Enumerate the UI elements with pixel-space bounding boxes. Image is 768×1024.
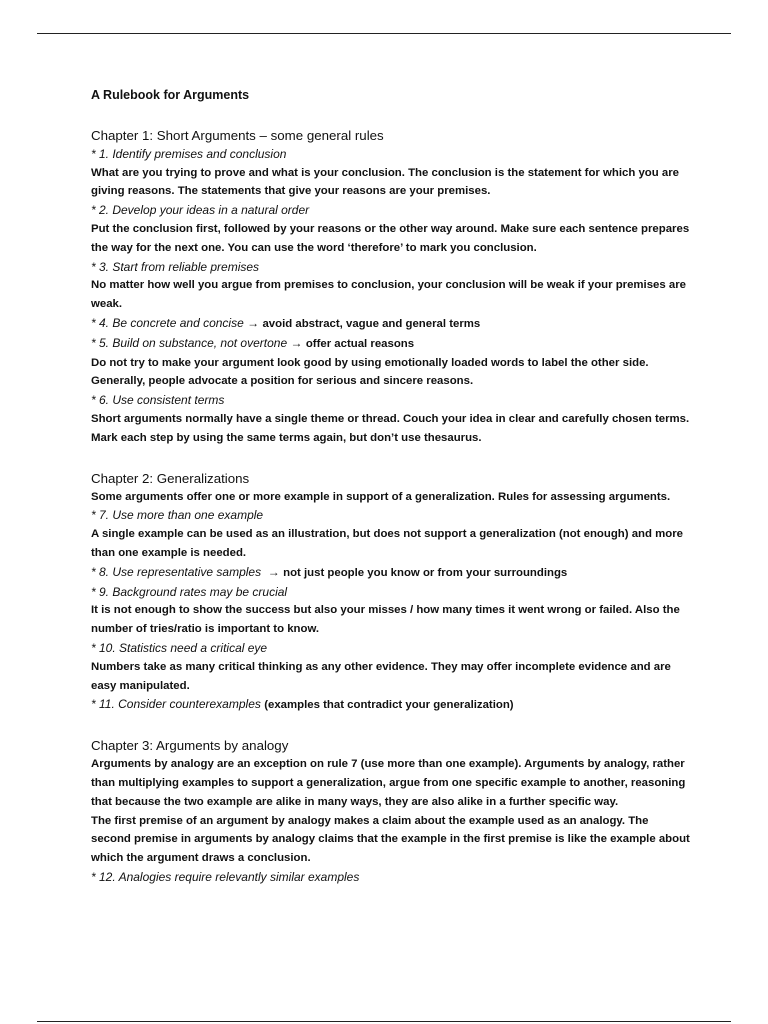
paragraph: Put the conclusion first, followed by your reasons or the other way around. Make sure each sentence prepares the way for the next one. You can use the word ‘therefore’ to mark you conclusion.: [91, 222, 690, 254]
paragraph: A single example can be used as an illustration, but does not support a generalization (not enough) and more than one example is needed.: [91, 528, 683, 559]
paragraph: Short arguments normally have a single theme or thread. Couch your idea in clear and carefully chosen terms. Mark each step by using the same terms again, but don’t use thesaurus.: [91, 412, 690, 444]
chapter-1: [91, 126, 691, 448]
rule-3: * 3. Start from reliable premises: [91, 259, 260, 274]
document-title: A Rulebook for Arguments: [91, 88, 250, 102]
paragraph: The first premise of an argument by analogy makes a claim about the example used as an analogy. The second premise in arguments by analogy claims that the example in the first premise is like the example about which the argument draws a conclusion.: [91, 814, 690, 865]
rule-11: [91, 695, 691, 715]
paragraph: Some arguments offer one or more example in support of a generalization. Rules for assessing arguments.: [91, 490, 671, 503]
rule-11-text: * 11. Consider counterexamples: [91, 697, 261, 712]
paragraph: What are you trying to prove and what is your conclusion. The conclusion is the statement for which you are giving reasons. The statements that give your reasons are your premises.: [91, 166, 679, 198]
chapter-heading: Chapter 3: Arguments by analogy: [91, 738, 289, 754]
document-body: [91, 86, 691, 887]
page-top-rule: [37, 33, 731, 34]
arrow-icon: →: [290, 335, 303, 350]
paragraph: No matter how well you argue from premises to conclusion, your conclusion will be weak if your premises are weak.: [91, 279, 686, 311]
rule-1: * 1. Identify premises and conclusion: [91, 146, 287, 161]
rule-6: * 6. Use consistent terms: [91, 393, 225, 408]
chapter-heading: Chapter 2: Generalizations: [91, 470, 250, 486]
page-bottom-rule: [37, 1021, 731, 1022]
paragraph: Arguments by analogy are an exception on rule 7 (use more than one example). Arguments by analogy, rather than multiplying examples to support a generalization, argue from one specific example to another, reasoning that because the two example are alike in many ways, they are also alike in a further specific way.: [91, 758, 686, 808]
rule-4: [91, 314, 691, 334]
rule-8-note: not just people you know or from your surroundings: [283, 566, 568, 579]
rule-5-note: offer actual reasons: [305, 337, 415, 350]
rule-8: [91, 563, 691, 583]
rule-4-text: * 4. Be concrete and concise: [91, 315, 244, 330]
rule-11-note: (examples that contradict your generalization): [264, 699, 514, 712]
rule-10: * 10. Statistics need a critical eye: [91, 640, 268, 655]
rule-8-text: * 8. Use representative samples: [91, 564, 262, 579]
paragraph: Numbers take as many critical thinking as any other evidence. They may offer incomplete evidence and are easy manipulated.: [91, 660, 671, 692]
rule-2: * 2. Develop your ideas in a natural order: [91, 203, 310, 218]
chapter-3: [91, 736, 691, 887]
rule-12: * 12. Analogies require relevantly similar examples: [91, 869, 360, 884]
rule-4-note: avoid abstract, vague and general terms: [262, 317, 481, 330]
paragraph: It is not enough to show the success but also your misses / how many times it went wrong or failed. Also the number of tries/ratio is important to know.: [91, 604, 680, 636]
arrow-icon: →: [267, 564, 280, 579]
rule-7: * 7. Use more than one example: [91, 508, 264, 523]
rule-5-text: * 5. Build on substance, not overtone: [91, 335, 288, 350]
chapter-heading: Chapter 1: Short Arguments – some general rules: [91, 127, 384, 143]
rule-5: [91, 334, 691, 354]
chapter-2: [91, 469, 691, 716]
paragraph: Do not try to make your argument look good by using emotionally loaded words to label the other side. Generally, people advocate a position for serious and sincere reasons.: [91, 356, 649, 388]
rule-9: * 9. Background rates may be crucial: [91, 584, 288, 599]
arrow-icon: →: [247, 315, 260, 330]
